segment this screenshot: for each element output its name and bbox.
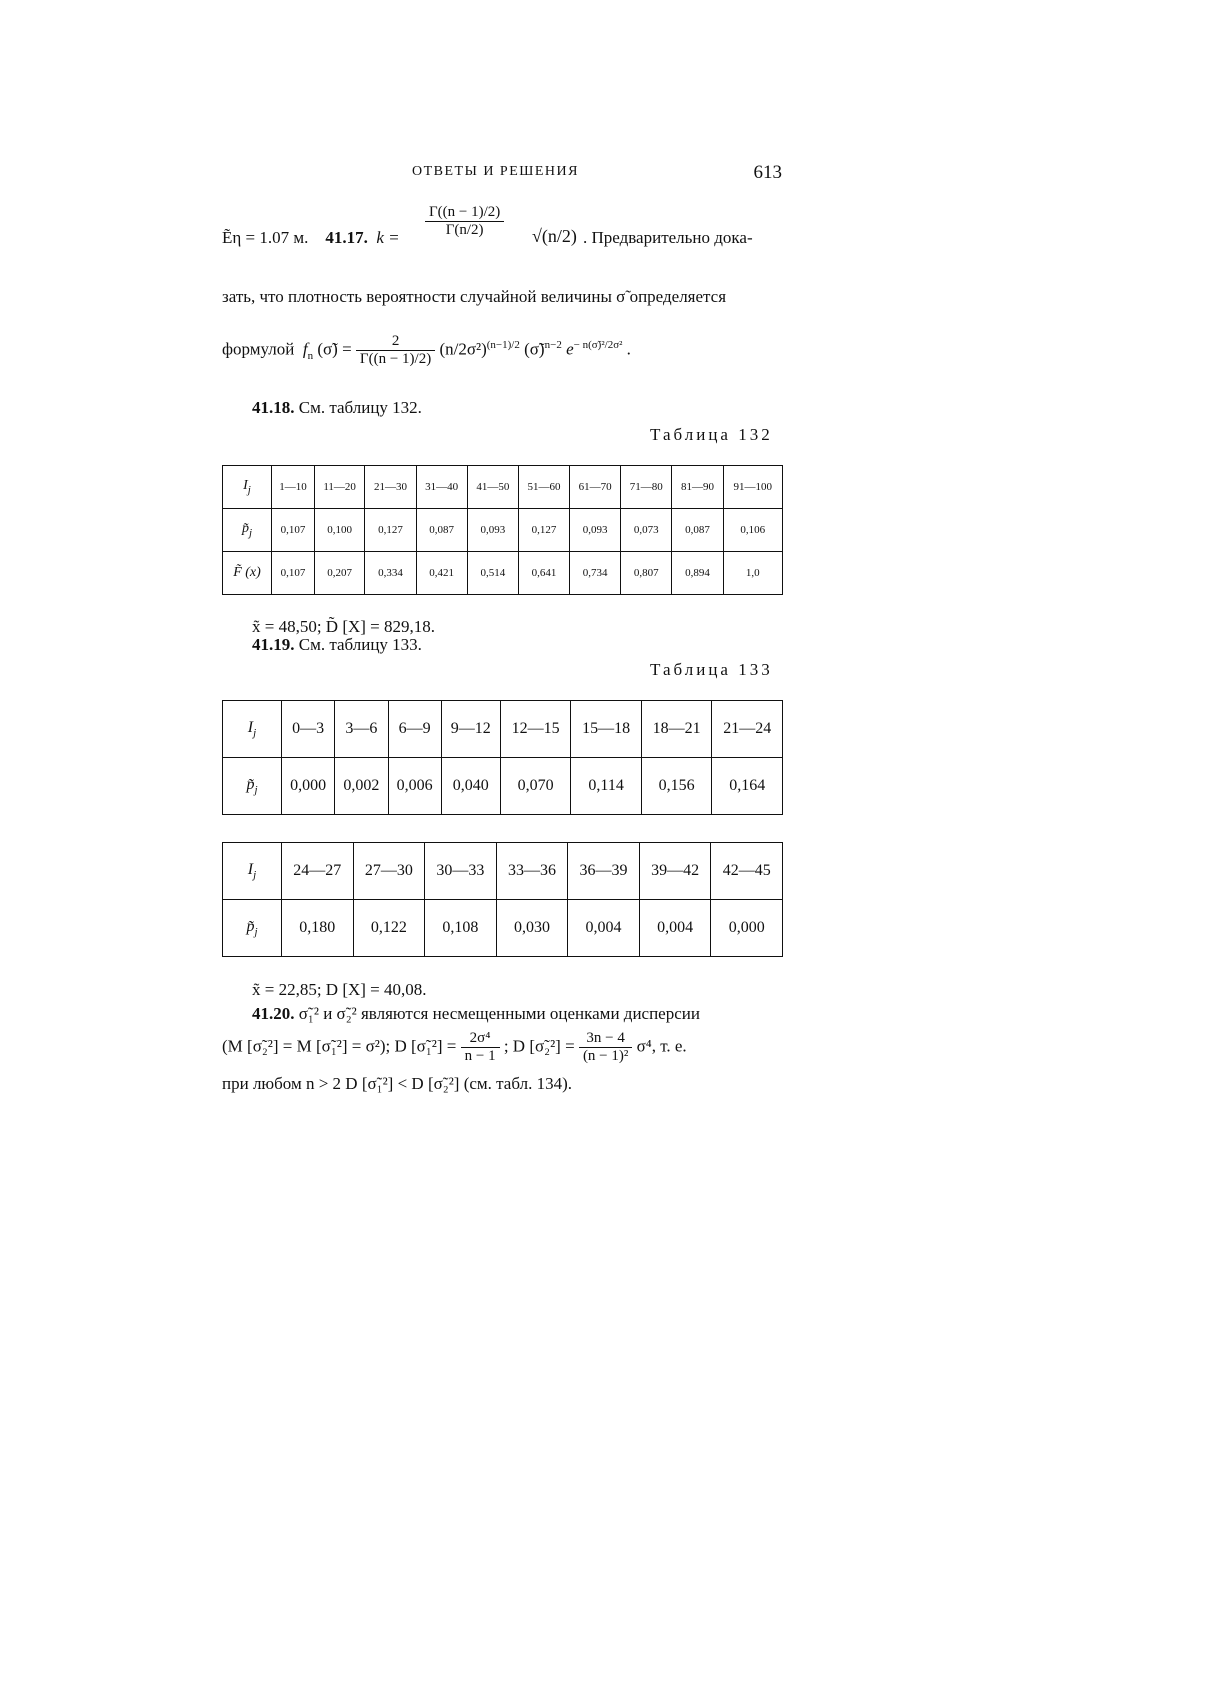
table-cell: 0,093	[570, 509, 621, 552]
table-cell: 0,004	[568, 900, 640, 957]
table-cell: 0,100	[314, 509, 365, 552]
row-label-p: $p̃_j$	[223, 509, 272, 552]
table-cell: 0,040	[441, 758, 500, 815]
table-cell: 71—80	[621, 466, 672, 509]
table-cell: 0,106	[723, 509, 782, 552]
variance-frac2-den: (n − 1)²	[582, 1048, 629, 1064]
table-cell: 6—9	[388, 701, 441, 758]
table-cell: 0,127	[518, 509, 569, 552]
density-sigma: (σ̃)	[524, 339, 545, 359]
table-cell: 27—30	[353, 843, 425, 900]
row-label-p: $p̃_j$	[223, 900, 282, 957]
density-e: e	[566, 339, 574, 359]
stats-132: x̃ = 48,50; D̃ [X] = 829,18.	[252, 617, 436, 636]
item-41-18: 41.18.	[252, 398, 295, 417]
table-cell: 0,107	[272, 552, 315, 595]
table-cell: 0,734	[570, 552, 621, 595]
table-cell: 1—10	[272, 466, 315, 509]
density-paren: (n/2σ²)	[439, 339, 487, 359]
table-cell: 0,514	[467, 552, 518, 595]
table-133-part2	[222, 842, 783, 957]
k-sqrt: √(n/2)	[532, 226, 577, 246]
table-132-caption: Таблица 132	[650, 425, 773, 444]
table-row	[223, 900, 783, 957]
remark-41-17: . Предварительно дока-	[583, 228, 753, 247]
table-row	[223, 466, 783, 509]
table-133-caption: Таблица 133	[650, 660, 773, 679]
table-cell: 0,087	[416, 509, 467, 552]
table-row	[223, 843, 783, 900]
table-cell: 1,0	[723, 552, 782, 595]
table-cell: 0,030	[496, 900, 568, 957]
answer-41-20-line2	[222, 1030, 687, 1065]
table-cell: 81—90	[672, 466, 723, 509]
density-numerator: 2	[356, 333, 435, 351]
table-cell: 21—24	[712, 701, 783, 758]
table-cell: 61—70	[570, 466, 621, 509]
variance-frac2-num: 3n − 4	[579, 1030, 632, 1048]
table-cell: 0,006	[388, 758, 441, 815]
answer-41-20-line3: при любом n > 2 D [σ̃₁²] < D [σ̃₂²] (см. табл. 134).	[222, 1074, 572, 1093]
table-cell: 0,107	[272, 509, 315, 552]
item-41-20: 41.20.	[252, 1004, 295, 1023]
table-cell: 0,334	[365, 552, 416, 595]
density-paren-exp: (n−1)/2	[486, 338, 520, 351]
answer-41-18-text: См. таблицу 132.	[298, 398, 422, 417]
density-denominator: Γ((n − 1)/2)	[359, 351, 432, 367]
table-cell: 0,002	[335, 758, 388, 815]
stats-133: x̃ = 22,85; D [X] = 40,08.	[252, 980, 427, 999]
table-cell: 0,156	[641, 758, 712, 815]
page-number: 613	[753, 162, 782, 183]
table-cell: 0—3	[282, 701, 335, 758]
answer-41-18	[252, 398, 422, 418]
table-cell: 30—33	[425, 843, 497, 900]
table-cell: 0,000	[711, 900, 783, 957]
table-133-part1	[222, 700, 783, 815]
item-41-17: 41.17.	[325, 228, 368, 247]
table-cell: 0,421	[416, 552, 467, 595]
answer-41-16-tail	[222, 228, 400, 248]
row-label-intervals: $I_j$	[223, 701, 282, 758]
table-row	[223, 552, 783, 595]
table-cell: 0,207	[314, 552, 365, 595]
row-label-p: $p̃_j$	[223, 758, 282, 815]
density-e-exp: − n(σ̃)²/2σ²	[573, 338, 623, 351]
e-eta-value: Ẽη = 1.07 м.	[222, 228, 309, 247]
table-cell: 0,807	[621, 552, 672, 595]
formula-lead: формулой	[222, 339, 295, 359]
variance-frac1-den: n − 1	[464, 1048, 496, 1064]
table-cell: 0,894	[672, 552, 723, 595]
k-equals: k =	[376, 228, 400, 247]
table-cell: 12—15	[500, 701, 571, 758]
table-cell: 0,114	[571, 758, 642, 815]
table-cell: 0,004	[639, 900, 711, 957]
running-title: ОТВЕТЫ И РЕШЕНИЯ	[412, 164, 579, 179]
variance-part-c: σ⁴, т. е.	[636, 1036, 687, 1056]
table-row	[223, 701, 783, 758]
table-cell: 0,070	[500, 758, 571, 815]
row-label-intervals: $I_j$	[223, 466, 272, 509]
table-cell: 0,180	[282, 900, 354, 957]
answer-41-19	[252, 635, 422, 655]
density-formula	[222, 333, 631, 368]
k-denominator: Γ(n/2)	[445, 222, 484, 238]
fn-symbol: f	[302, 339, 308, 359]
row-label-intervals: $I_j$	[223, 843, 282, 900]
table-cell: 31—40	[416, 466, 467, 509]
page-header	[222, 162, 782, 186]
table-cell: 0,164	[712, 758, 783, 815]
table-cell: 41—50	[467, 466, 518, 509]
answer-41-20-text1: σ̃₁² и σ̃₂² являются несмещенными оценками дисперсии	[298, 1004, 700, 1023]
table-cell: 0,122	[353, 900, 425, 957]
table-cell: 36—39	[568, 843, 640, 900]
table-cell: 0,087	[672, 509, 723, 552]
table-row	[223, 509, 783, 552]
table-cell: 0,127	[365, 509, 416, 552]
table-row	[223, 758, 783, 815]
k-numerator: Γ((n − 1)/2)	[425, 204, 504, 222]
density-end: .	[626, 339, 631, 359]
fn-subscript: n	[307, 349, 314, 362]
item-41-19: 41.19.	[252, 635, 295, 654]
variance-frac1-num: 2σ⁴	[461, 1030, 500, 1048]
table-cell: 42—45	[711, 843, 783, 900]
table-cell: 0,108	[425, 900, 497, 957]
table-cell: 0,641	[518, 552, 569, 595]
table-cell: 24—27	[282, 843, 354, 900]
answer-41-19-text: См. таблицу 133.	[298, 635, 422, 654]
table-cell: 0,093	[467, 509, 518, 552]
table-cell: 11—20	[314, 466, 365, 509]
density-sigma-exp: n−2	[544, 338, 562, 351]
table-cell: 0,073	[621, 509, 672, 552]
density-statement: зать, что плотность вероятности случайной величины σ̃ определяется	[222, 287, 727, 306]
table-cell: 33—36	[496, 843, 568, 900]
answer-41-20-line1	[252, 1004, 700, 1024]
table-cell: 15—18	[571, 701, 642, 758]
variance-part-a: (M [σ̃₂²] = M [σ̃₁²] = σ²); D [σ̃₁²] =	[222, 1036, 457, 1056]
table-cell: 3—6	[335, 701, 388, 758]
fn-argument: (σ̃) =	[317, 339, 352, 359]
table-cell: 0,000	[282, 758, 335, 815]
row-label-F: F̃ (x)	[223, 552, 272, 595]
table-cell: 91—100	[723, 466, 782, 509]
table-cell: 21—30	[365, 466, 416, 509]
k-fraction	[425, 204, 504, 239]
table-132	[222, 465, 783, 595]
table-cell: 51—60	[518, 466, 569, 509]
table-cell: 9—12	[441, 701, 500, 758]
table-cell: 39—42	[639, 843, 711, 900]
table-cell: 18—21	[641, 701, 712, 758]
variance-part-b: ; D [σ̃₂²] =	[503, 1036, 579, 1056]
